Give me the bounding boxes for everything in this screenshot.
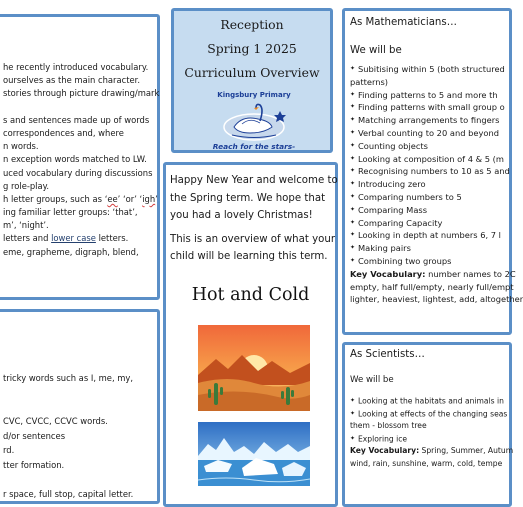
maths-vocab: Key Vocabulary: number names to 2C xyxy=(350,268,516,279)
welcome-line: child will be learning this term. xyxy=(170,251,328,262)
science-panel xyxy=(342,342,512,507)
literacy-line: stories through picture drawing/mark xyxy=(3,88,160,99)
literacy-line xyxy=(3,101,159,114)
literacy-lines xyxy=(3,61,159,259)
maths-list xyxy=(350,63,523,306)
writing-line xyxy=(3,385,133,400)
literacy-line: s and sentences made up of words xyxy=(3,114,150,125)
topic-title: Hot and Cold xyxy=(191,285,310,305)
list-item: ✦ Comparing Capacity xyxy=(350,217,443,228)
list-item: patterns) xyxy=(350,76,389,87)
list-item: ✦ Verbal counting to 20 and beyond xyxy=(350,127,500,138)
title-reception: Reception xyxy=(220,17,284,32)
list-item: ✦ Matching arrangements to fingers xyxy=(350,115,500,126)
icebergs-illustration xyxy=(198,422,310,486)
writing-line xyxy=(3,356,133,371)
literacy-panel xyxy=(0,14,160,300)
list-item: ✦ Recognising numbers to 10 as 5 and xyxy=(350,166,510,177)
school-logo xyxy=(198,91,310,153)
list-item: ✦ Looking at effects of the changing seas xyxy=(350,408,513,421)
maths-vocab-line: lighter, heaviest, lightest, add, altogether xyxy=(350,294,523,305)
school-name: Kingsbury Primary xyxy=(217,91,291,99)
bullet-icon: ✦ xyxy=(350,90,356,98)
list-item: ✦ Introducing zero xyxy=(350,179,426,190)
science-subheading: We will be xyxy=(350,375,394,385)
list-item: ✦ Comparing Mass xyxy=(350,204,428,215)
science-heading: As Scientists… xyxy=(350,349,425,360)
maths-panel xyxy=(342,8,523,335)
bullet-icon: ✦ xyxy=(350,397,356,404)
welcome-line: the Spring term. We hope that xyxy=(170,192,326,204)
writing-line: r space, full stop, capital letter. xyxy=(3,488,134,499)
desert-sunset-illustration xyxy=(198,325,310,411)
list-item: ✦ Making pairs xyxy=(350,243,411,254)
bullet-icon: ✦ xyxy=(350,205,356,213)
title-panel xyxy=(171,8,333,153)
bullet-icon: ✦ xyxy=(350,167,356,175)
writing-line: rd. xyxy=(3,445,15,455)
list-item: ✦ Subitising within 5 (both structured xyxy=(350,64,505,74)
list-item: ✦ Looking in depth at numbers 6, 7 l xyxy=(350,230,501,241)
literacy-line: uced vocabulary during discussions xyxy=(3,167,153,178)
bullet-icon: ✦ xyxy=(350,141,356,149)
literacy-line: ourselves as the main character. xyxy=(3,75,141,86)
literacy-line-digraphs: h letter groups, such as ‘ee’ ‘or’ ‘igh’ xyxy=(3,193,158,204)
writing-lines xyxy=(3,356,133,501)
list-item: ✦ Finding patterns with small group o xyxy=(350,102,505,113)
bullet-icon: ✦ xyxy=(350,65,356,73)
science-list xyxy=(350,395,513,470)
writing-line: d/or sentences xyxy=(3,430,66,441)
bullet-icon: ✦ xyxy=(350,180,356,188)
welcome-line: you had a lovely Christmas! xyxy=(170,210,313,221)
list-item: ✦ Looking at the habitats and animals in xyxy=(350,395,513,408)
writing-line xyxy=(3,400,133,415)
literacy-line: ing familiar letter groups: ‘that’, xyxy=(3,207,138,218)
bullet-icon: ✦ xyxy=(350,116,356,124)
welcome-text xyxy=(170,172,338,266)
title-overview: Curriculum Overview xyxy=(184,65,320,80)
title-term: Spring 1 2025 xyxy=(207,41,297,56)
bullet-icon: ✦ xyxy=(350,434,356,442)
bullet-icon: ✦ xyxy=(350,193,356,201)
list-item: ✦ Finding patterns to 5 and more th xyxy=(350,89,498,100)
literacy-line: he recently introduced vocabulary. xyxy=(3,62,149,72)
literacy-line: eme, grapheme, digraph, blend, xyxy=(3,246,139,257)
literacy-line: n exception words matched to LW. xyxy=(3,154,147,165)
bullet-icon: ✦ xyxy=(350,154,356,162)
writing-panel xyxy=(0,309,160,504)
bullet-icon: ✦ xyxy=(350,244,356,252)
maths-heading: As Mathematicians… xyxy=(350,17,457,28)
science-vocab: Key Vocabulary: Spring, Summer, Autum xyxy=(350,446,514,455)
welcome-line: This is an overview of what your xyxy=(170,233,336,245)
bullet-icon: ✦ xyxy=(350,231,356,239)
literacy-line-cases: letters and lower case letters. xyxy=(3,233,129,244)
writing-line: tter formation. xyxy=(3,459,65,470)
bullet-icon: ✦ xyxy=(350,103,356,111)
writing-line xyxy=(3,472,133,487)
list-item: ✦ Looking at composition of 4 & 5 (m xyxy=(350,153,504,164)
literacy-line: correspondences and, where xyxy=(3,127,124,138)
welcome-line: Happy New Year and welcome to xyxy=(170,175,338,186)
maths-vocab-line: empty, half full/empty, nearly full/empt xyxy=(350,281,514,292)
bullet-icon: ✦ xyxy=(350,129,356,137)
bullet-icon: ✦ xyxy=(350,409,356,417)
maths-subheading: We will be xyxy=(350,45,402,56)
list-item: ✦ Combining two groups xyxy=(350,255,452,266)
science-vocab-line: wind, rain, sunshine, warm, cold, tempe xyxy=(350,458,503,468)
list-item: them - blossom tree xyxy=(350,421,427,430)
bullet-icon: ✦ xyxy=(350,257,356,265)
list-item: ✦ Counting objects xyxy=(350,140,428,151)
list-item: ✦ Comparing numbers to 5 xyxy=(350,191,462,202)
literacy-line: m’, ‘night’. xyxy=(3,220,49,231)
literacy-line: g role-play. xyxy=(3,180,50,191)
writing-line: CVC, CVCC, CCVC words. xyxy=(3,416,108,426)
welcome-panel xyxy=(163,162,338,507)
list-item: ✦ Exploring ice xyxy=(350,433,513,446)
literacy-line: n words. xyxy=(3,141,39,152)
bullet-icon: ✦ xyxy=(350,218,356,226)
school-motto: Reach for the stars- xyxy=(212,142,296,151)
writing-line: tricky words such as I, me, my, xyxy=(3,372,134,383)
